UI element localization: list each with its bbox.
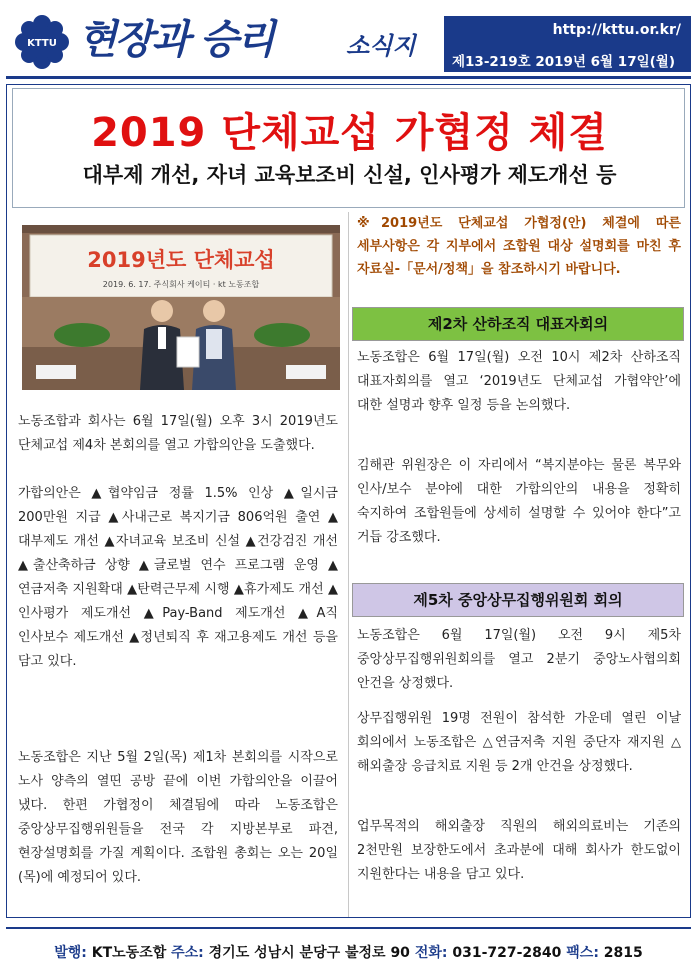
- issue-info-box: [444, 16, 691, 72]
- section-title-executive-committee: 제5차 중앙상무집행위원회 회의: [352, 583, 684, 617]
- publisher-footer: [0, 942, 697, 962]
- website-link[interactable]: http://kttu.or.kr/: [552, 22, 681, 38]
- publisher-name: KT노동조합: [91, 945, 167, 961]
- logo-text: KTTU: [27, 38, 57, 49]
- publisher-label: 발행:: [54, 945, 87, 961]
- main-headline: 2019 단체교섭 가협정 체결: [91, 110, 608, 156]
- section2-p2: 상무집행위원 19명 전원이 참석한 가운데 열린 이날 회의에서 노동조합은 △연금저축 지원 중단자 재지원 △해외출장 응급치료 지원 등 2개 안건을 상정했다.: [357, 711, 681, 774]
- phone-label: 전화:: [414, 945, 448, 961]
- fax-value: 2815: [603, 945, 643, 961]
- section2-p3: 업무목적의 해외출장 직원의 해외의료비는 기존의 2천만원 보장한도에서 초과분에 대해 회사가 한도없이 지원한다는 내용을 담고 있다.: [357, 819, 681, 882]
- footer-rule: [6, 927, 691, 929]
- left-article-p2: 가합의안은 ▲협약임금 정률 1.5% 인상 ▲일시금 200만원 지급 ▲사내근로 복지기금 806억원 출연 ▲대부제도 개선 ▲자녀교육 보조비 신설 ▲건강검진 개선 ▲출산축하금 상향 ▲글로벌 연수 프로그램 운영 ▲연금저축 지원확대 ▲탄력근무제 시행 ▲휴가제도 개선 ▲인사평가 제도개선 ▲Pay-Band 제도개선 ▲A직 인사보수 제도개선 ▲정년퇴직 후 재고용제도 개선 등을 담고 있다.: [18, 486, 338, 669]
- address-label: 주소:: [171, 945, 204, 961]
- address-value: 경기도 성남시 분당구 불정로 90: [208, 945, 410, 961]
- signing-ceremony-photo: [22, 225, 340, 390]
- section1-p2: 김해관 위원장은 이 자리에서 “복지분야는 물론 복무와 인사/보수 분야에 대한 가합의안의 내용을 정확히 숙지하여 조합원들에 상세히 설명할 수 있어야 한다”고 거듭 강조했다.: [357, 458, 681, 545]
- sub-headline: 대부제 개선, 자녀 교육보조비 신설, 인사평가 제도개선 등: [82, 163, 617, 187]
- masthead-rule: [6, 76, 691, 79]
- issue-number-date: 제13-219호 2019년 6월 17일(월): [452, 54, 676, 70]
- phone-value: 031-727-2840: [452, 945, 562, 961]
- photo-banner-title: 2019년도 단체교섭: [87, 248, 275, 272]
- newsletter-brand: 현장과 승리: [78, 16, 274, 63]
- photo-banner-sub: 2019. 6. 17. 주식회사 케이티 · kt 노동조합: [102, 280, 260, 289]
- section2-p1: 노동조합은 6월 17일(월) 오전 9시 제5차 중앙상무집행위원회의를 열고 2분기 중앙노사협의회 안건을 상정했다.: [357, 628, 681, 691]
- section-title-representatives-meeting: 제2차 산하조직 대표자회의: [352, 307, 684, 341]
- newsletter-subbrand: 소식지: [346, 31, 416, 60]
- headline-box: [12, 88, 685, 208]
- kttu-logo: [14, 14, 70, 70]
- details-notice: ※2019년도 단체교섭 가협정(안) 체결에 따른 세부사항은 각 지부에서 조합원 대상 설명회를 마친 후 자료실-「문서/정책」을 참조하시기 바랍니다.: [357, 216, 681, 277]
- fax-label: 팩스:: [566, 945, 599, 961]
- masthead: [6, 6, 691, 72]
- left-article-p3: 노동조합은 지난 5월 2일(목) 제1차 본회의를 시작으로 노사 양측의 열띤 공방 끝에 이번 가합의안을 이끌어 냈다. 한편 가협정이 체결됨에 따라 노동조합은 중앙상무집행위원들을 전국 각 지방본부로 파견, 현장설명회를 가질 계획이다. 조합원 총회는 오는 20일(목)에 예정되어 있다.: [18, 750, 338, 885]
- kttu-flower-icon: [14, 14, 70, 70]
- section1-p1: 노동조합은 6월 17일(월) 오전 10시 제2차 산하조직 대표자회의를 열고 ‘2019년도 단체교섭 가협약안’에 대한 설명과 향후 일정 등을 논의했다.: [357, 350, 681, 413]
- left-article-p1: 노동조합과 회사는 6월 17일(월) 오후 3시 2019년도 단체교섭 제4차 본회의를 열고 가합의안을 도출했다.: [18, 414, 338, 453]
- column-divider: [348, 212, 349, 917]
